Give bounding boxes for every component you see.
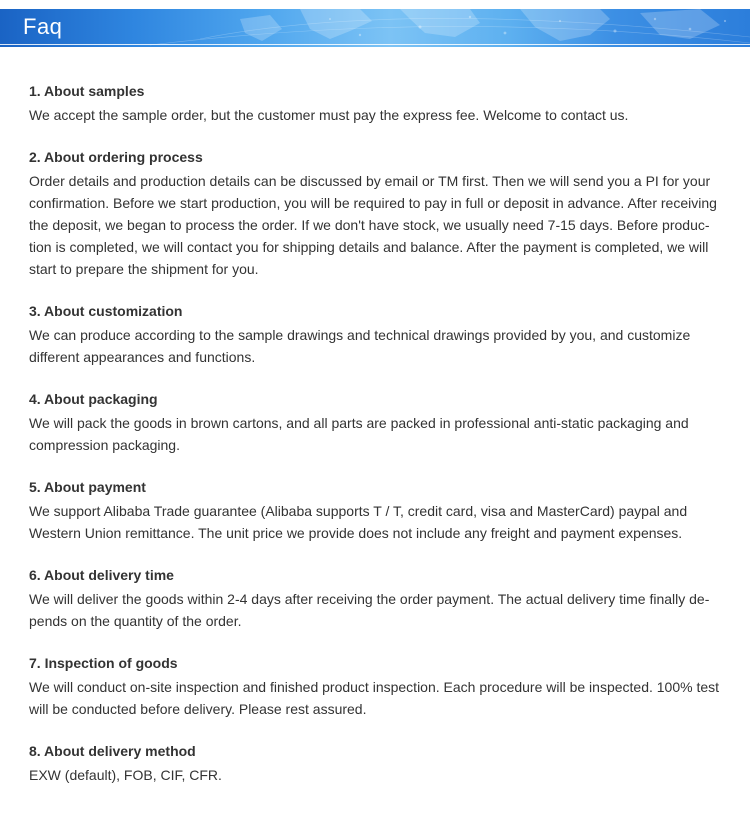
faq-heading: 5. About payment [29, 479, 146, 495]
faq-heading: 8. About delivery method [29, 743, 196, 759]
banner-divider [0, 44, 750, 45]
faq-answer-line: different appearances and functions. [29, 349, 256, 365]
faq-answer-line: We will deliver the goods within 2-4 days after receiving the order payment. The actual delivery time finally de- [29, 591, 710, 607]
faq-heading: 2. About ordering process [29, 149, 203, 165]
banner-map-texture [0, 9, 750, 47]
faq-answer-line: We support Alibaba Trade guarantee (Alibaba supports T / T, credit card, visa and MasterCard) paypal and [29, 503, 688, 519]
faq-answer-line: tion is completed, we will contact you for shipping details and balance. After the payment is completed, we will [29, 239, 709, 255]
faq-item-packaging [29, 390, 729, 456]
faq-item-ordering-process [29, 148, 729, 280]
faq-answer-line: Order details and production details can be discussed by email or TM first. Then we will send you a PI for your [29, 173, 711, 189]
faq-list [29, 82, 729, 808]
faq-heading: 7. Inspection of goods [29, 655, 178, 671]
faq-heading: 1. About samples [29, 83, 145, 99]
faq-answer-line: We will pack the goods in brown cartons, and all parts are packed in professional anti-static packaging and [29, 415, 689, 431]
faq-item-payment [29, 478, 729, 544]
faq-answer-line: compression packaging. [29, 437, 180, 453]
faq-answer-line: the deposit, we began to process the order. If we don't have stock, we usually need 7-15 days. Before produc- [29, 217, 710, 233]
faq-answer-line: pends on the quantity of the order. [29, 613, 242, 629]
faq-item-samples [29, 82, 729, 126]
faq-answer-line: Western Union remittance. The unit price we provide does not include any freight and payment expenses. [29, 525, 683, 541]
faq-answer-line: We will conduct on-site inspection and finished product inspection. Each procedure will be inspected. 100% test [29, 679, 720, 695]
faq-heading: 4. About packaging [29, 391, 158, 407]
faq-item-inspection [29, 654, 729, 720]
faq-heading: 3. About customization [29, 303, 183, 319]
faq-heading: 6. About delivery time [29, 567, 174, 583]
faq-item-delivery-time [29, 566, 729, 632]
banner-title: Faq [23, 14, 63, 39]
faq-item-delivery-method [29, 742, 729, 786]
faq-answer-line: start to prepare the shipment for you. [29, 261, 259, 277]
faq-answer-line: We can produce according to the sample drawings and technical drawings provided by you, and customize [29, 327, 691, 343]
faq-item-customization [29, 302, 729, 368]
faq-answer-line: We accept the sample order, but the customer must pay the express fee. Welcome to contact us. [29, 107, 629, 123]
faq-banner [0, 9, 750, 47]
faq-answer-line: EXW (default), FOB, CIF, CFR. [29, 767, 222, 783]
faq-answer-line: confirmation. Before we start production, you will be required to pay in full or deposit in advance. After receiving [29, 195, 717, 211]
faq-answer-line: will be conducted before delivery. Please rest assured. [29, 701, 367, 717]
